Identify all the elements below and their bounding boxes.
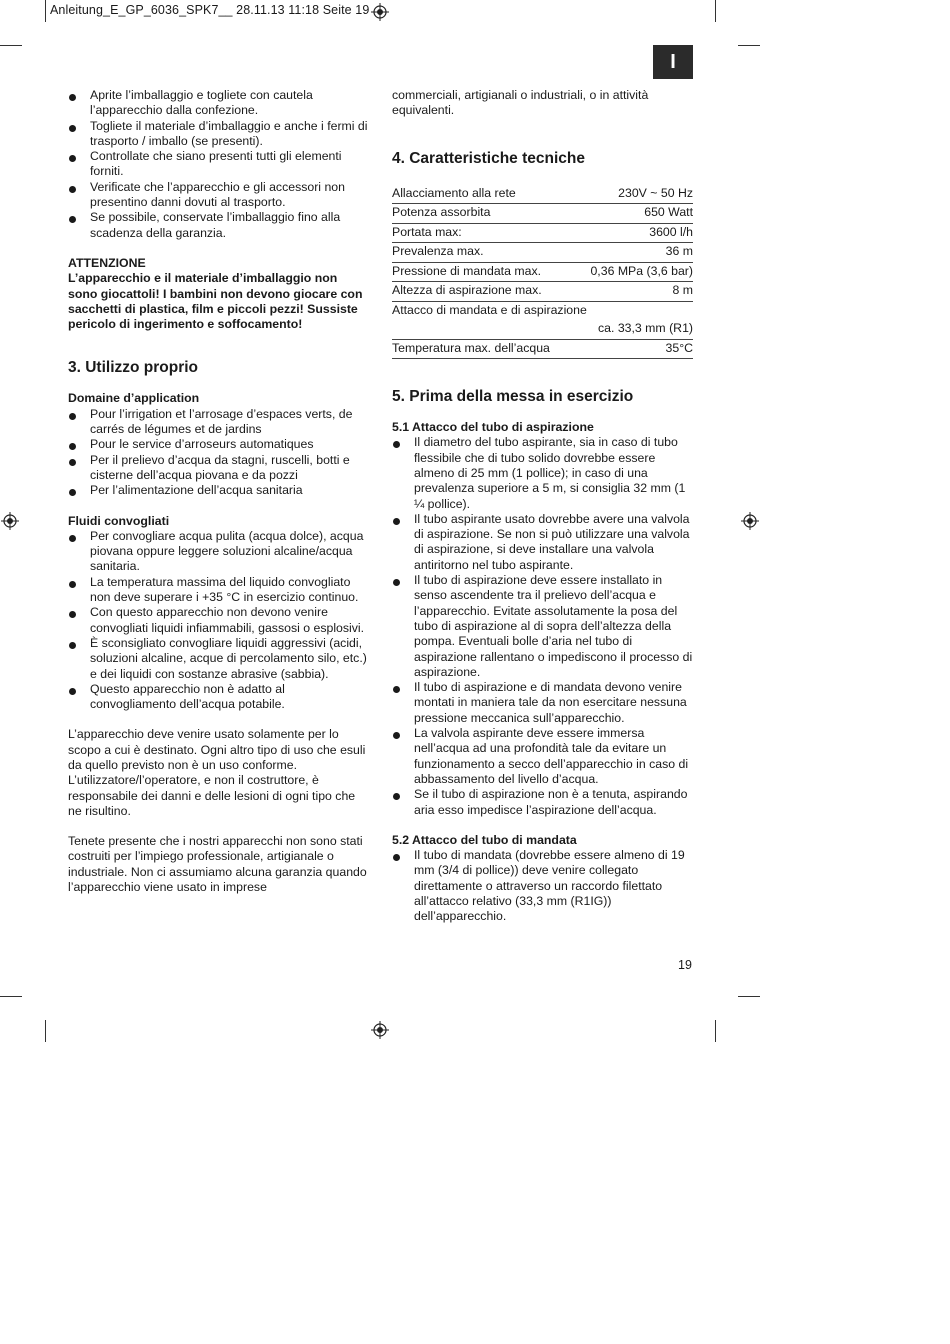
list-item: Con questo apparecchio non devono venire convogliati liquidi infiammabili, gassosi o esplosivi. [68, 605, 370, 636]
crop-mark [738, 45, 760, 46]
spec-label: Prevalenza max. [392, 243, 574, 263]
list-item: Se possibile, conservate l’imballaggio fino alla scadenza della garanzia. [68, 210, 370, 241]
spec-label: Temperatura max. dell’acqua [392, 339, 574, 359]
language-tab: I [653, 45, 693, 79]
delivery-bullet-list [392, 848, 694, 924]
section-4-title: 4. Caratteristiche tecniche [392, 149, 585, 167]
list-item: Il tubo aspirante usato dovrebbe avere una valvola di aspirazione. Se non si può utilizzare una valvola di aspirazione, si deve installare una valvola antiritorno nel tubo aspirante. [392, 512, 694, 573]
domain-title: Domaine d’application [68, 391, 200, 406]
intro-bullet-list [68, 88, 370, 241]
domain-bullet-list [68, 407, 370, 499]
table-row [392, 320, 693, 339]
list-item: Per convogliare acqua pulita (acqua dolce), acqua piovana oppure leggere soluzioni alcaline/acqua sanitaria. [68, 529, 370, 575]
list-item: È sconsigliato convogliare liquidi aggressivi (acidi, soluzioni alcaline, acque di percolamento silo, etc.) e dei liquidi con sostanze abrasive (sabbia). [68, 636, 370, 682]
list-item: Verificate che l’apparecchio e gli accessori non presentino danni dovuti al trasporto. [68, 180, 370, 211]
table-row [392, 204, 693, 224]
table-row [392, 262, 693, 282]
crop-mark [45, 1020, 46, 1042]
crop-mark [0, 45, 22, 46]
crop-mark [738, 996, 760, 997]
list-item: Controllate che siano presenti tutti gli elementi forniti. [68, 149, 370, 180]
spec-value: 8 m [574, 282, 693, 302]
specs-table [392, 185, 693, 360]
spec-value: 36 m [574, 243, 693, 263]
table-row [392, 339, 693, 359]
spec-value: 650 Watt [574, 204, 693, 224]
spec-label: Pressione di mandata max. [392, 262, 574, 282]
suction-bullet-list [392, 435, 694, 817]
print-header: Anleitung_E_GP_6036_SPK7__ 28.11.13 11:18 Seite 19 [50, 3, 370, 17]
spec-label: Potenza assorbita [392, 204, 574, 224]
spec-value: 230V ~ 50 Hz [574, 185, 693, 204]
section-5-title: 5. Prima della messa in esercizio [392, 388, 634, 406]
table-row [392, 282, 693, 302]
spec-value: 35°C [574, 339, 693, 359]
spec-value: ca. 33,3 mm (R1) [392, 320, 693, 339]
spec-value: 3600 l/h [574, 223, 693, 243]
table-row [392, 243, 693, 263]
registration-mark-icon [741, 512, 759, 530]
warranty-paragraph: Tenete presente che i nostri apparecchi non sono stati costruiti per l’impiego professionale, artigianale o industriale. Non ci assumiamo alcuna garanzia quando l’apparecchio viene usato in imprese [68, 834, 367, 895]
list-item: Aprite l’imballaggio e togliete con cautela l’apparecchio dalla confezione. [68, 88, 370, 119]
subsection-5-2-title: 5.2 Attacco del tubo di mandata [392, 832, 577, 847]
list-item: Togliete il materiale d’imballaggio e anche i fermi di trasporto / imballo (se presenti). [68, 119, 370, 150]
crop-mark [0, 996, 22, 997]
fluids-title: Fluidi convogliati [68, 513, 170, 528]
spec-value: 0,36 MPa (3,6 bar) [574, 262, 693, 282]
crop-mark [715, 0, 716, 22]
page-number: 19 [678, 958, 692, 972]
fluids-bullet-list [68, 529, 370, 713]
list-item: Il tubo di aspirazione deve essere installato in senso ascendente tra il prelievo dell’acqua e l’apparecchio. Evitate assolutamente la posa del tubo di aspirazione al di sopra dell’altezza della pompa. Eventuali bolle d’aria nel tubo di aspirazione rallentano o impediscono il processo di aspirazione. [392, 573, 694, 680]
table-row [392, 223, 693, 243]
spec-label: Portata max: [392, 223, 574, 243]
usage-paragraph: L’apparecchio deve venire usato solamente per lo scopo a cui è destinato. Ogni altro tipo di uso che esuli da quello previsto non è un uso conforme. L’utilizzatore/l’operatore, e non il costruttore, è responsabile dei danni e delle lesioni di ogni tipo che ne risultino. [68, 727, 366, 818]
left-column [68, 88, 370, 895]
table-row [392, 185, 693, 204]
spec-label: Altezza di aspirazione max. [392, 282, 574, 302]
spec-label: Attacco di mandata e di aspirazione [392, 302, 587, 317]
list-item: Pour l’irrigation et l’arrosage d’espaces verts, de carrés de légumes et de jardins [68, 407, 370, 438]
list-item: Per il prelievo d’acqua da stagni, ruscelli, botti e cisterne dell’acqua piovana e da pozzi [68, 453, 370, 484]
list-item: La temperatura massima del liquido convogliato non deve superare i +35 °C in esercizio continuo. [68, 575, 370, 606]
list-item: La valvola aspirante deve essere immersa nell’acqua ad una profondità tale da evitare un funzionamento a secco dell’apparecchio in caso di abbassamento del livello d’acqua. [392, 726, 694, 787]
table-row [392, 301, 693, 320]
list-item: Per l’alimentazione dell’acqua sanitaria [68, 483, 370, 498]
crop-mark [45, 0, 46, 22]
list-item: Se il tubo di aspirazione non è a tenuta, aspirando aria esso impedisce l’aspirazione dell’acqua. [392, 787, 694, 818]
section-3-title: 3. Utilizzo proprio [68, 359, 199, 377]
subsection-5-1-title: 5.1 Attacco del tubo di aspirazione [392, 420, 594, 435]
list-item: Il tubo di mandata (dovrebbe essere almeno di 19 mm (3/4 di pollice)) deve venire collegato direttamente o attraverso un raccordo filettato all’attacco relativo (33,3 mm (R1IG)) dell’apparecchio. [392, 848, 694, 924]
list-item: Pour le service d’arroseurs automatiques [68, 437, 370, 452]
continuation-text: commerciali, artigianali o industriali, o in attività equivalenti. [392, 88, 649, 118]
right-column [392, 88, 694, 925]
crop-mark [715, 1020, 716, 1042]
warning-text: L’apparecchio e il materiale d’imballaggio non sono giocattoli! I bambini non devono giocare con sacchetti di plastica, film e piccoli pezzi! Sussiste pericolo di ingerimento e soffocamento! [68, 271, 363, 332]
list-item: Il tubo di aspirazione e di mandata devono venire montati in maniera tale da non esercitare nessuna pressione meccanica sull’apparecchio. [392, 680, 694, 726]
warning-title: ATTENZIONE [68, 255, 146, 270]
registration-mark-icon [1, 512, 19, 530]
registration-mark-icon [371, 3, 389, 21]
registration-mark-icon [371, 1021, 389, 1039]
spec-label: Allacciamento alla rete [392, 185, 574, 204]
list-item: Il diametro del tubo aspirante, sia in caso di tubo flessibile che di tubo solido dovrebbe essere almeno di 25 mm (1 pollice); in caso di una prevalenza superiore a 5 m, si consiglia 32 mm (1 ¼ pollice). [392, 435, 694, 511]
list-item: Questo apparecchio non è adatto al convogliamento dell’acqua potabile. [68, 682, 370, 713]
